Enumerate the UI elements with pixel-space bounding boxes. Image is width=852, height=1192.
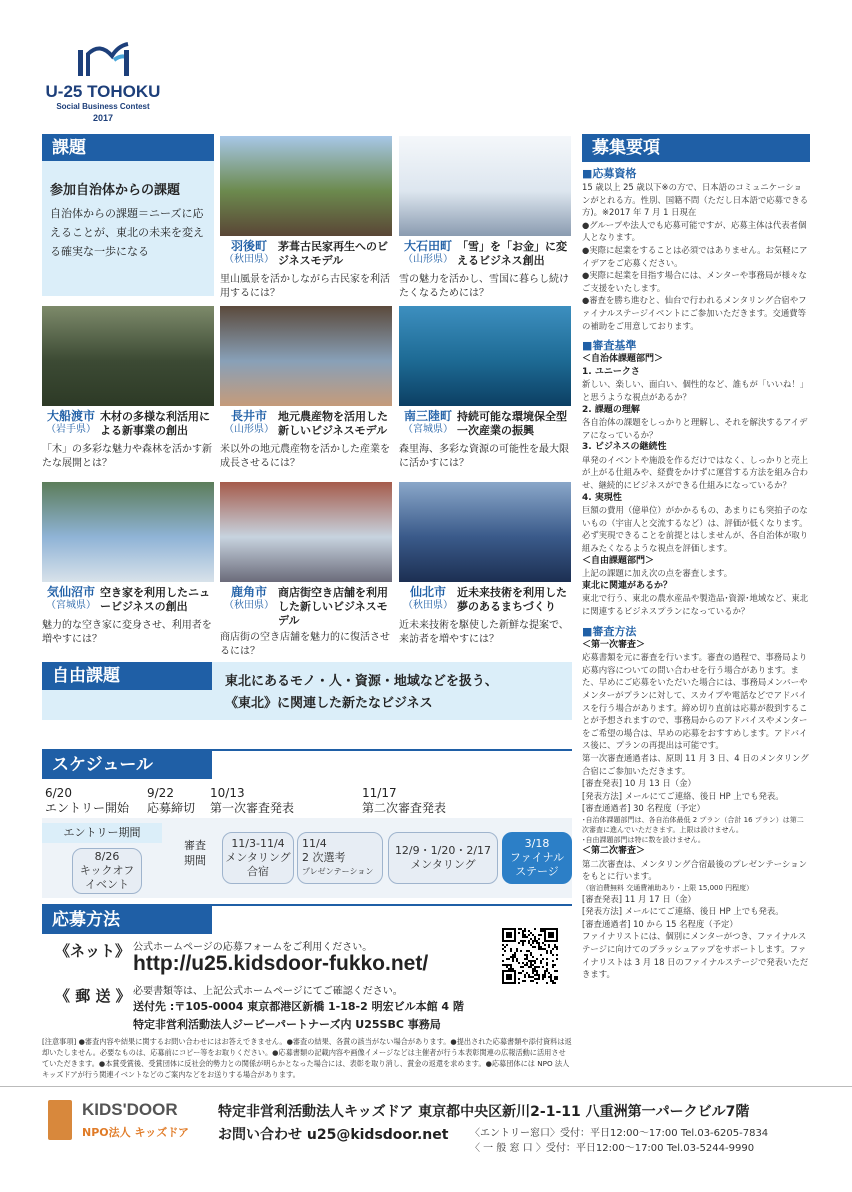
mail-address: 送付先 :〒105-0004 東京都港区新橋 1-18-2 明宏ビル本館 4 階	[133, 1000, 464, 1013]
challenge-question: 米以外の地元農産物を活かした産業を成長させるには？	[220, 444, 390, 469]
town-name: 長井市 （山形県）	[224, 409, 274, 435]
kickoff-event: 8/26 キックオフ イベント	[72, 848, 142, 894]
free-theme-line-2: 《東北》に関連した新たなビジネス	[225, 696, 433, 711]
town-name: 気仙沼市 （宮城県）	[46, 585, 96, 611]
criterion-4-heading: 4. 実現性	[582, 492, 622, 503]
criterion-2-text: 各自治体の課題をしっかりと理解し、それを解決するアイデアになっているか？	[582, 417, 808, 440]
town-name: 大船渡市 （岩手県）	[46, 409, 96, 435]
municipality-card	[399, 482, 571, 662]
footer-general-desk: 〈 一 般 窓 口 〉受付：平日12:00〜17:00 Tel.03-5244-9990	[470, 1143, 755, 1154]
logo-mark-icon	[38, 40, 168, 82]
first-review-note-1: ･自治体課題部門は、各自治体最低 2 プラン（合計 16 プラン）は第二次審査に進んでいただきます。上限は設けません。	[582, 815, 804, 834]
town-name: 大石田町 （山形県）	[403, 239, 453, 265]
challenge-theme: 近未来技術を利用した夢のあるまちづくり	[457, 586, 567, 613]
challenge-theme: 「雪」を「お金」に変えるビジネス創出	[457, 240, 567, 267]
challenge-question: 「木」の多彩な魅力や森林を活かす新たな展開とは？	[42, 444, 212, 469]
footer-entry-desk: 〈エントリー窓口〉受付：平日12:00〜17:00 Tel.03-6205-7834	[470, 1128, 769, 1139]
footer-divider	[0, 1086, 852, 1087]
first-review-date: [審査発表] 10 月 13 日（金）	[582, 778, 696, 789]
challenge-theme: 地元農産物を活用した新しいビジネスモデル	[278, 410, 388, 437]
forest-photo	[42, 306, 214, 406]
eligibility-note-2: ●実際に起業をすることは必須ではありません。お気軽にアイデアをご応募ください。	[582, 244, 808, 268]
date-first-result: 10/13 第一次審査発表	[210, 786, 295, 815]
challenge-theme: 茅葺古民家再生へのビジネスモデル	[278, 240, 388, 267]
municipality-card	[399, 136, 571, 316]
kidsdoor-logo-text: KIDS'DOOR	[82, 1100, 178, 1119]
mentoring-camp: 11/3-11/4 メンタリング 合宿	[222, 832, 294, 884]
lake-statue-photo	[399, 482, 571, 582]
finalist-text: ファイナリストには、個別にメンターがつき、ファイナルステージに向けてのブラッシュアップをサポートします。ファイナリストは 3 月 18 日のファイナルステージで発表いただきます。	[582, 931, 809, 980]
eligibility-heading: ■応募資格	[582, 167, 637, 180]
intro-title: 参加自治体からの課題	[50, 183, 181, 198]
criteria-heading: ■審査基準	[582, 339, 637, 353]
first-review-text: 応募書類を元に審査を行います。審査の過程で、事務局より応募内容についての問い合わせを行う場合があります。また、早めにご応募をいただいた場合には、事務局メンバーやメンターがプランに対して、スカイプや電話などでアドバイスを行う場合があります。締め切り直前は応募が殺到することが予想されますので、事務局からのアドバイスやメンターをご希望の場合は、早めの応募をおすすめします。アドバイス後に、プランの再提出は可能です。	[582, 652, 808, 751]
mail-label: 《 郵 送 》	[55, 987, 131, 1005]
footer-inquiry: お問い合わせ u25@kidsdoor.net	[218, 1127, 449, 1143]
section-jiyu-header: 自由課題	[42, 662, 212, 690]
free-theme-line-1: 東北にあるモノ・人・資源・地域などを扱う、	[225, 674, 498, 689]
first-review-count: [審査通過者] 30 名程度（予定）	[582, 803, 706, 814]
tohoku-relation-text: 東北で行う、東北の農水産品や製造品･資源･地域など、東北に関連するビジネスプランになっているか？	[582, 593, 809, 616]
section-apply-header: 応募方法	[42, 906, 212, 934]
first-review-camp: 第一次審査通過者は、原則 11 月 3 日、4 日のメンタリング合宿にご参加いただきます。	[582, 752, 809, 776]
criterion-4-text: 巨額の費用（億単位）がかかるもの、あまりにも突拍子のないもの（宇宙人と交流するなど）は、評価が低くなります。必ず実現できることを前提とはしませんが、各自治体が取り組みたくなるような視点を評価します。	[582, 505, 809, 554]
free-theme-text	[225, 671, 565, 715]
municipality-card	[399, 306, 571, 486]
logo-title: U-25 TOHOKU	[45, 82, 161, 101]
second-review-date: [審査発表] 11 月 17 日（金）	[582, 893, 696, 904]
intro-body: 自治体からの課題＝ニーズに応えることが、東北の未来を変える確実な一歩になる	[50, 207, 204, 258]
second-review-heading: ＜第二次審査＞	[582, 845, 646, 856]
date-second-result: 11/17 第二次審査発表	[362, 786, 447, 815]
second-selection: 11/4 2 次選考 プレゼンテーション	[297, 832, 383, 884]
municipality-card	[220, 136, 392, 316]
criterion-3-text: 単発のイベントや施設を作るだけではなく、しっかりと売上が上がる仕組みや、経費をかけずに運営する方法を組み合わせ、継続的にビジネスができる仕組みになっているか？	[582, 454, 808, 491]
criterion-1-text: 新しい、楽しい、面白い、個性的など、誰もが「いいね！」と思うような視点があるか？	[582, 379, 809, 402]
section-schedule-header: スケジュール	[42, 751, 212, 779]
challenge-question: 雪の魅力を活かし、雪国に暮らし続けたくなるためには？	[399, 274, 569, 299]
review-period: 審査 期間	[184, 839, 206, 867]
requirements-column	[582, 166, 810, 981]
net-text: 公式ホームページの応募フォームをご利用ください。	[133, 942, 373, 953]
logo-year: 2017	[92, 113, 114, 123]
method-heading: ■審査方法	[582, 624, 637, 638]
schedule-rule	[42, 749, 572, 751]
apply-rule	[42, 904, 572, 906]
challenge-theme: 空き家を利用したニュービジネスの創出	[100, 586, 210, 613]
contest-url-link[interactable]: http://u25.kidsdoor-fukko.net/	[133, 952, 429, 975]
eligibility-note-4: ●審査を勝ち進むと、仙台で行われるメンタリング合宿やファイナルステージイベントにご参加いただきます。交通費等の補助をご用意しております。	[582, 295, 807, 331]
date-entry-start: 6/20 エントリー開始	[45, 786, 130, 815]
farmers-photo	[220, 306, 392, 406]
municipality-card	[42, 306, 214, 486]
criteria-sub-2: ＜自由課題部門＞	[582, 555, 655, 566]
intro-box	[42, 161, 214, 296]
net-label: 《ネット》	[55, 942, 131, 960]
eligibility-text: 15 歳以上 25 歳以下※の方で、日本語のコミュニケーションがとれる方。性別、国籍不問（ただし日本語で応募できる方)。※2017 年 7 月 1 日現在	[582, 182, 809, 218]
thatched-house-photo	[220, 136, 392, 236]
bay-town-photo	[42, 482, 214, 582]
town-name: 仙北市 （秋田県）	[403, 585, 453, 611]
eligibility-note-3: ●実際に起業を目指す場合には、メンターや事務局が様々なご支援をいたします。	[582, 270, 807, 293]
date-deadline: 9/22 応募締切	[147, 786, 196, 815]
qr-code-icon	[502, 928, 558, 984]
second-review-count: [審査通過者] 10 から 15 名程度（予定）	[582, 918, 738, 929]
section-kadai-header: 課題	[42, 134, 214, 162]
second-review-announce: [発表方法] メールにてご連絡、後日 HP 上でも発表。	[582, 906, 784, 917]
mentoring-sessions: 12/9・1/20・2/17 メンタリング	[388, 832, 498, 884]
mail-recipient: 特定非営利活動法人ジービーパートナーズ内 U25SBC 事務局	[133, 1018, 441, 1031]
footer-address: 特定非営利活動法人キッズドア 東京都中央区新川2-1-11 八重洲第一パークビル7階	[218, 1104, 750, 1120]
criterion-3-heading: 3. ビジネスの継続性	[582, 442, 667, 453]
town-name: 鹿角市 （秋田県）	[224, 585, 274, 611]
first-review-heading: ＜第一次審査＞	[582, 639, 646, 650]
door-icon	[48, 1100, 72, 1140]
municipality-card	[220, 306, 392, 486]
challenge-theme: 持続可能な環境保全型一次産業の振興	[457, 410, 567, 437]
tohoku-relation-heading: 東北に関連があるか？	[582, 580, 673, 591]
challenge-question: 里山風景を活かしながら古民家を利活用するには？	[220, 274, 390, 299]
second-review-text: 第二次審査は、メンタリング合宿最後のプレゼンテーションをもとに行います。	[582, 858, 807, 882]
final-stage: 3/18 ファイナル ステージ	[502, 832, 572, 884]
criterion-2-heading: 2. 課題の理解	[582, 404, 640, 415]
town-name: 南三陸町 （宮城県）	[403, 409, 453, 435]
criteria-sub-2-text: 上記の課題に加え次の点を審査します。	[582, 568, 733, 579]
logo-subtitle: Social Business Contest	[56, 102, 150, 111]
challenge-question: 近未来技術を駆使した新鮮な提案で、来訪者を増やすには？	[399, 620, 569, 645]
notes-text: [注意事項] ●審査内容や結果に関するお問い合わせにはお答えできません。●審査の結果、各賞の該当がない場合があります。●提出された応募書類や添付資料は返却いたしません。必要なものは、応募前にコピー等をお取りください。●応募書類の記載内容や画像イメージなどは主催者が行う本表彰関連の広報活動に活用させていただきます。●本賞受賞後、受賞団体に反社会的勢力との関係が明らかとなった場合には、表彰を取り消し、賞金の返還を求めます。●応募団体には NPO 法人キッズドアが行う関連イベントなどのご案内などをお送りする場合があります。	[42, 1037, 572, 1079]
entry-period: エントリー期間	[42, 823, 162, 843]
criterion-1-heading: 1. ユニークさ	[582, 366, 640, 377]
first-review-note-2: ･自由課題部門は特に数を設けません。	[582, 835, 705, 844]
section-boshu-header: 募集要項	[582, 134, 810, 162]
contest-logo	[38, 40, 168, 124]
municipality-card	[42, 482, 214, 662]
challenge-theme: 木材の多様な利活用による新事業の創出	[100, 410, 210, 437]
criteria-sub-1: ＜自治体課題部門＞	[582, 354, 664, 365]
kidsdoor-logo-sub: NPO法人 キッズドア	[82, 1126, 189, 1139]
boat-sea-photo	[399, 306, 571, 406]
mail-text: 必要書類等は、上記公式ホームページにてご確認ください。	[133, 986, 403, 997]
challenge-question: 商店街の空き店舗を魅力的に復活させるには？	[220, 632, 390, 657]
snow-town-photo	[399, 136, 571, 236]
challenge-question: 魅力的な空き家に変身させ、利用者を増やすには？	[42, 620, 212, 645]
shopping-street-photo	[220, 482, 392, 582]
municipality-card	[220, 482, 392, 662]
town-name: 羽後町 （秋田県）	[224, 239, 274, 265]
eligibility-note-1: ●グループや法人でも応募可能ですが、応募主体は代表者個人となります。	[582, 219, 807, 243]
challenge-theme: 商店街空き店舗を利用した新しいビジネスモデル	[278, 586, 388, 627]
second-review-note: （宿泊費無料 交通費補助あり・上限 15,000 円程度）	[582, 883, 754, 892]
challenge-question: 森里海、多彩な資源の可能性を最大限に活かすには？	[399, 444, 569, 469]
first-review-announce: [発表方法] メールにてご連絡、後日 HP 上でも発表。	[582, 790, 784, 801]
